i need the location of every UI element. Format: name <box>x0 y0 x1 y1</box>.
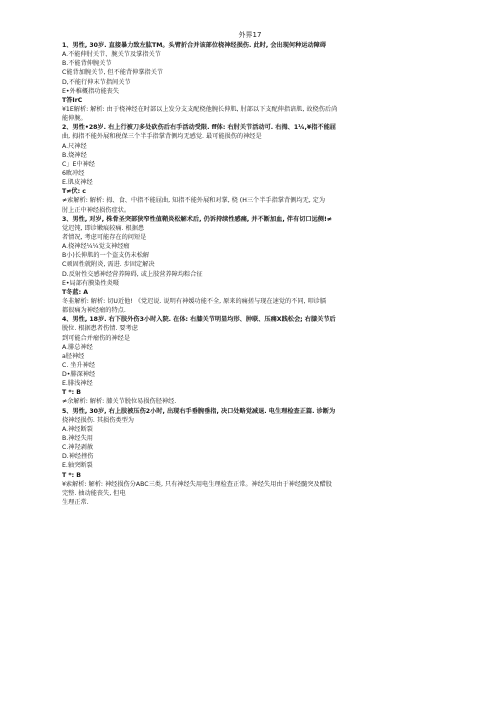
question-line: 2、男性•28岁. 右上行被刀多处砍伤后右手活动受限. ff体: 右肘关节活动可. 右拇、1¼,¥指不能屈 <box>62 124 336 132</box>
explanation-line: 能伸腕。 <box>62 115 87 123</box>
option-line: D.反射性交感神经营养障碍, 或上肢营养障均粽合征 <box>62 270 203 278</box>
explanation-line: ¥索解析: 解析: 神经损伤分ABC三类, 只有神经失用电生理检查正常。神经失用由于神经髓突及醋股 <box>62 480 332 488</box>
question-line: 1、男性, 30岁. 直接暴力致左肱TM。头臂折合并该部位桡神经损伤. 此时, 会出现何种运动障碍 <box>62 42 327 49</box>
answer-line: T冬蓝: A <box>62 288 89 296</box>
option-line: C」E中神经 <box>62 160 95 168</box>
option-line: A.不能伸肘关节、腕关节及掌指关节 <box>62 51 161 59</box>
option-line: 6畋冲经 <box>62 169 85 177</box>
explanation-line: 生理正常. <box>62 499 89 507</box>
option-line: C. 坐升神经 <box>62 361 96 369</box>
option-line: B.神经失用 <box>62 435 93 443</box>
option-line: E.轴突断裂 <box>62 462 93 470</box>
explanation-line: 肘上正中神经损伤症状。 <box>62 206 131 214</box>
question-line: 3、男性, 对岁, 株骨圣突部狭窄性值鞘炎松解术后, 仍诉持续性感痛, 并不断加血, 伴有切口远侧!≠ <box>62 215 332 223</box>
option-line: B小)长伸肌的一个盗支仍未松解 <box>62 252 150 260</box>
option-line: C.神羟剥赦 <box>62 444 94 452</box>
explanation-line: 都很痛为神经瘤的特点. <box>62 307 126 315</box>
option-line: D.神经挫伤 <box>62 453 94 461</box>
option-line: E•外稚概指功能丧失 <box>62 87 120 95</box>
option-line: C顽固性就附炎, 需进. 步固定解决 <box>62 261 155 269</box>
option-line: A.腓总神经 <box>62 343 93 351</box>
option-line: B.烧神经 <box>62 151 87 159</box>
explanation-line: 觉迟钝, 即诊嫩痕较痛. 根据患 <box>62 224 145 232</box>
option-line: A.尺神经 <box>62 142 87 150</box>
answer-line: T *: B <box>62 389 81 397</box>
question-line: 4、男性, 18岁. 右下肢外伤3小时入院. 在体: 右膝关节明显均形、肿联、压痛X践松会; 右膝关节后 <box>62 316 336 324</box>
option-line: C能背加腕关节, 但不能背伸掌指关节 <box>62 69 164 77</box>
explanation-line: 完整. 抽动能丧失, 但电 <box>62 489 126 497</box>
explanation-line: ≠余解析: 解析: 膝关节脱位易损伤胫神经. <box>62 398 177 406</box>
option-line: E.腓浅神经 <box>62 380 93 388</box>
option-line: B.不能背伸腕关节 <box>62 60 112 68</box>
question-line: 5、男性, 30岁, 右上肢被压伤2小时, 出现右手垂腕垂指, 决口处略觉减退. 电生理检查正篇. 诊断为 <box>62 407 336 415</box>
explanation-line: 曲, 拇指不能外展和税保三个半手指掌背侧均无感觉. 最可能损伤的神经是 <box>62 133 262 141</box>
explanation-line: 冬韭解析: 解析: 切U近他! 《党迟说. 说明有神媛功能不全, 原来的痛搓与现在速觉的不同, 叩诊膈 <box>62 297 327 305</box>
question-list <box>62 41 440 507</box>
answer-line: T≠伏: c <box>62 188 86 196</box>
explanation-line: 者情况, 考虑可能存在的问短是 <box>62 233 147 241</box>
option-line: D•腓深神经 <box>62 371 96 379</box>
answer-line: T答IrC <box>62 96 83 104</box>
explanation-line: 到可能合并瘤伤的神经是 <box>62 334 131 342</box>
explanation-line: ¥1E解析: 解析: 由于桡神经在时部以上发分支支配桡他腕长伸肌, 肘部以下支配伸指谙肌, 故桡伤后尚 <box>62 105 338 113</box>
page-title: 外界17 <box>238 31 262 39</box>
explanation-line: 脱位. 根据患者伤情. 要考虑 <box>62 325 138 333</box>
option-line: E•局部有膜染性炎嗫 <box>62 279 120 287</box>
option-line: A.挠神经¼¼觉支神经瘤 <box>62 243 130 251</box>
option-line: D,不能行伸末节指间关节 <box>62 78 131 86</box>
option-line: a胫神经 <box>62 352 85 360</box>
option-line: A.神经断裂 <box>62 425 93 433</box>
option-line: E.肌皮神经 <box>62 179 93 187</box>
explanation-line: 挠神经损伤. 其损伤类型为 <box>62 416 134 424</box>
answer-line: T *: B <box>62 471 81 479</box>
explanation-line: ≠索解析: 解析: 拇、食、中指不能屈曲, 知指不能外展和对掌, 桡 (H三个半手指掌背侧均无, 定为 <box>62 197 326 205</box>
